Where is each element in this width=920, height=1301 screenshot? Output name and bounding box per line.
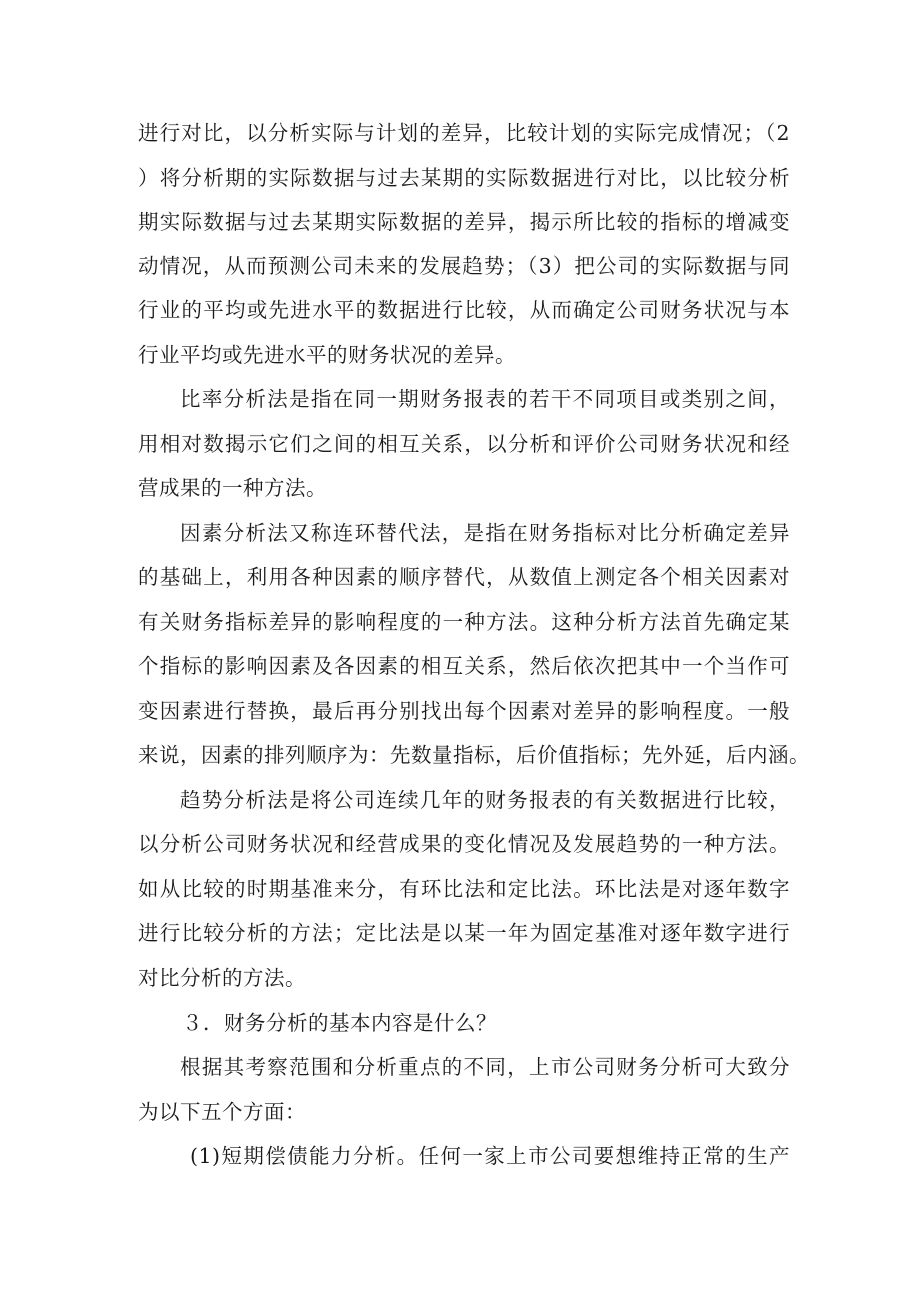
text-line: 变因素进行替换，最后再分别找出每个因素对差异的影响程度。一般 bbox=[138, 699, 790, 723]
paragraph-first-line: 根据其考察范围和分析重点的不同，上市公司财务分析可大致分 bbox=[180, 1055, 790, 1079]
text-line: 个指标的影响因素及各因素的相互关系，然后依次把其中一个当作可 bbox=[138, 654, 790, 678]
text-line: 以分析公司财务状况和经营成果的变化情况及发展趋势的一种方法。 bbox=[138, 832, 790, 856]
text-line: 行业平均或先进水平的财务状况的差异。 bbox=[138, 343, 516, 367]
text-line: 进行对比，以分析实际与计划的差异，比较计划的实际完成情况；（2 bbox=[138, 121, 790, 145]
text-line: 营成果的一种方法。 bbox=[138, 476, 327, 500]
list-item: (1)短期偿债能力分析。任何一家上市公司要想维持正常的生产 bbox=[190, 1144, 790, 1168]
text-line: 的基础上，利用各种因素的顺序替代，从数值上测定各个相关因素对 bbox=[138, 565, 790, 589]
question-heading: ３．财务分析的基本内容是什么？ bbox=[182, 1011, 497, 1035]
paragraph-first-line: 因素分析法又称连环替代法，是指在财务指标对比分析确定差异 bbox=[180, 521, 790, 545]
text-line: 来说，因素的排列顺序为：先数量指标，后价值指标；先外延，后内涵。 bbox=[138, 743, 810, 767]
text-line: 进行比较分析的方法；定比法是以某一年为固定基准对逐年数字进行 bbox=[138, 921, 790, 945]
text-line: ）将分析期的实际数据与过去某期的实际数据进行对比，以比较分析 bbox=[138, 166, 790, 190]
text-line: 对比分析的方法。 bbox=[138, 966, 306, 990]
text-line: 行业的平均或先进水平的数据进行比较，从而确定公司财务状况与本 bbox=[138, 298, 790, 322]
text-line: 有关财务指标差异的影响程度的一种方法。这种分析方法首先确定某 bbox=[138, 610, 790, 634]
text-line: 动情况，从而预测公司未来的发展趋势；（3）把公司的实际数据与同 bbox=[138, 254, 790, 278]
text-line: 如从比较的时期基准来分，有环比法和定比法。环比法是对逐年数字 bbox=[138, 877, 790, 901]
text-line: 用相对数揭示它们之间的相互关系，以分析和评价公司财务状况和经 bbox=[138, 432, 790, 456]
paragraph-first-line: 比率分析法是指在同一期财务报表的若干不同项目或类别之间， bbox=[180, 387, 790, 411]
paragraph-first-line: 趋势分析法是将公司连续几年的财务报表的有关数据进行比较， bbox=[180, 788, 790, 812]
text-line: 为以下五个方面： bbox=[138, 1100, 306, 1124]
text-line: 期实际数据与过去某期实际数据的差异，揭示所比较的指标的增减变 bbox=[138, 210, 790, 234]
